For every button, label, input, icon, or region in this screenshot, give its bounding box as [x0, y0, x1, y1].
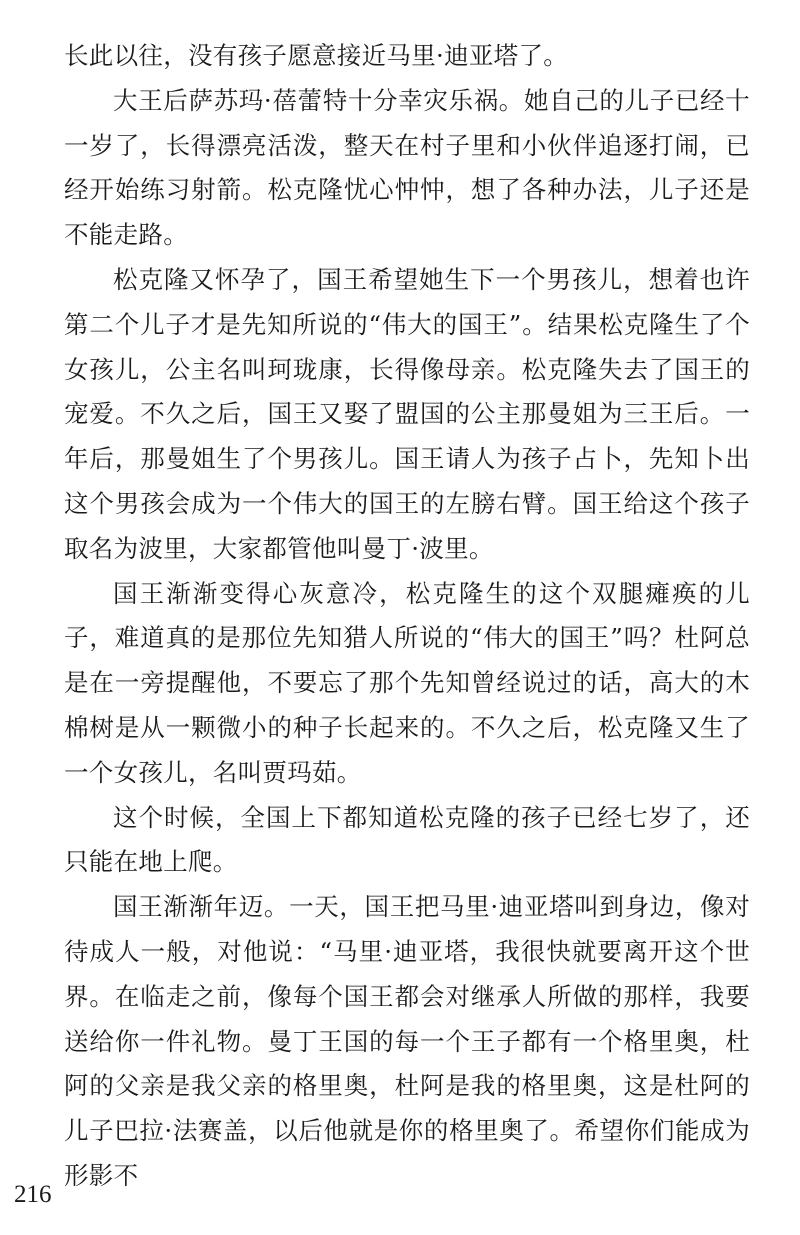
paragraph: 大王后萨苏玛·蓓蕾特十分幸灾乐祸。她自己的儿子已经十一岁了，长得漂亮活泼，整天在村子里和小伙伴追逐打闹，已经开始练习射箭。松克隆忧心忡忡，想了各种办法，儿子还是不能走路。	[64, 85, 750, 250]
text-body	[64, 34, 750, 1199]
paragraph-continued: 长此以往，没有孩子愿意接近马里·迪亚塔了。	[64, 41, 569, 70]
paragraph: 这个时候，全国上下都知道松克隆的孩子已经七岁了，还只能在地上爬。	[64, 802, 750, 877]
paragraph: 国王渐渐变得心灰意冷，松克隆生的这个双腿瘫痪的儿子，难道真的是那位先知猎人所说的“伟大的国王”吗？杜阿总是在一旁提醒他，不要忘了那个先知曾经说过的话，高大的木棉树是从一颗微小的种子长起来的。不久之后，松克隆又生了一个女孩儿，名叫贾玛茹。	[64, 578, 750, 787]
paragraph: 国王渐渐年迈。一天，国王把马里·迪亚塔叫到身边，像对待成人一般，对他说：“马里·迪亚塔，我很快就要离开这个世界。在临走之前，像每个国王都会对继承人所做的那样，我要送给你一件礼物。曼丁王国的每一个王子都有一个格里奥，杜阿的父亲是我父亲的格里奥，杜阿是我的格里奥，这是杜阿的儿子巴拉·法赛盖，以后他就是你的格里奥了。希望你们能成为形影不	[64, 892, 750, 1190]
paragraph: 松克隆又怀孕了，国王希望她生下一个男孩儿，想着也许第二个儿子才是先知所说的“伟大的国王”。结果松克隆生了个女孩儿，公主名叫珂珑康，长得像母亲。松克隆失去了国王的宠爱。不久之后，国王又娶了盟国的公主那曼姐为三王后。一年后，那曼姐生了个男孩儿。国王请人为孩子占卜，先知卜出这个男孩会成为一个伟大的国王的左膀右臂。国王给这个孩子取名为波里，大家都管他叫曼丁·波里。	[64, 264, 750, 563]
page-number: 216	[14, 1181, 52, 1208]
